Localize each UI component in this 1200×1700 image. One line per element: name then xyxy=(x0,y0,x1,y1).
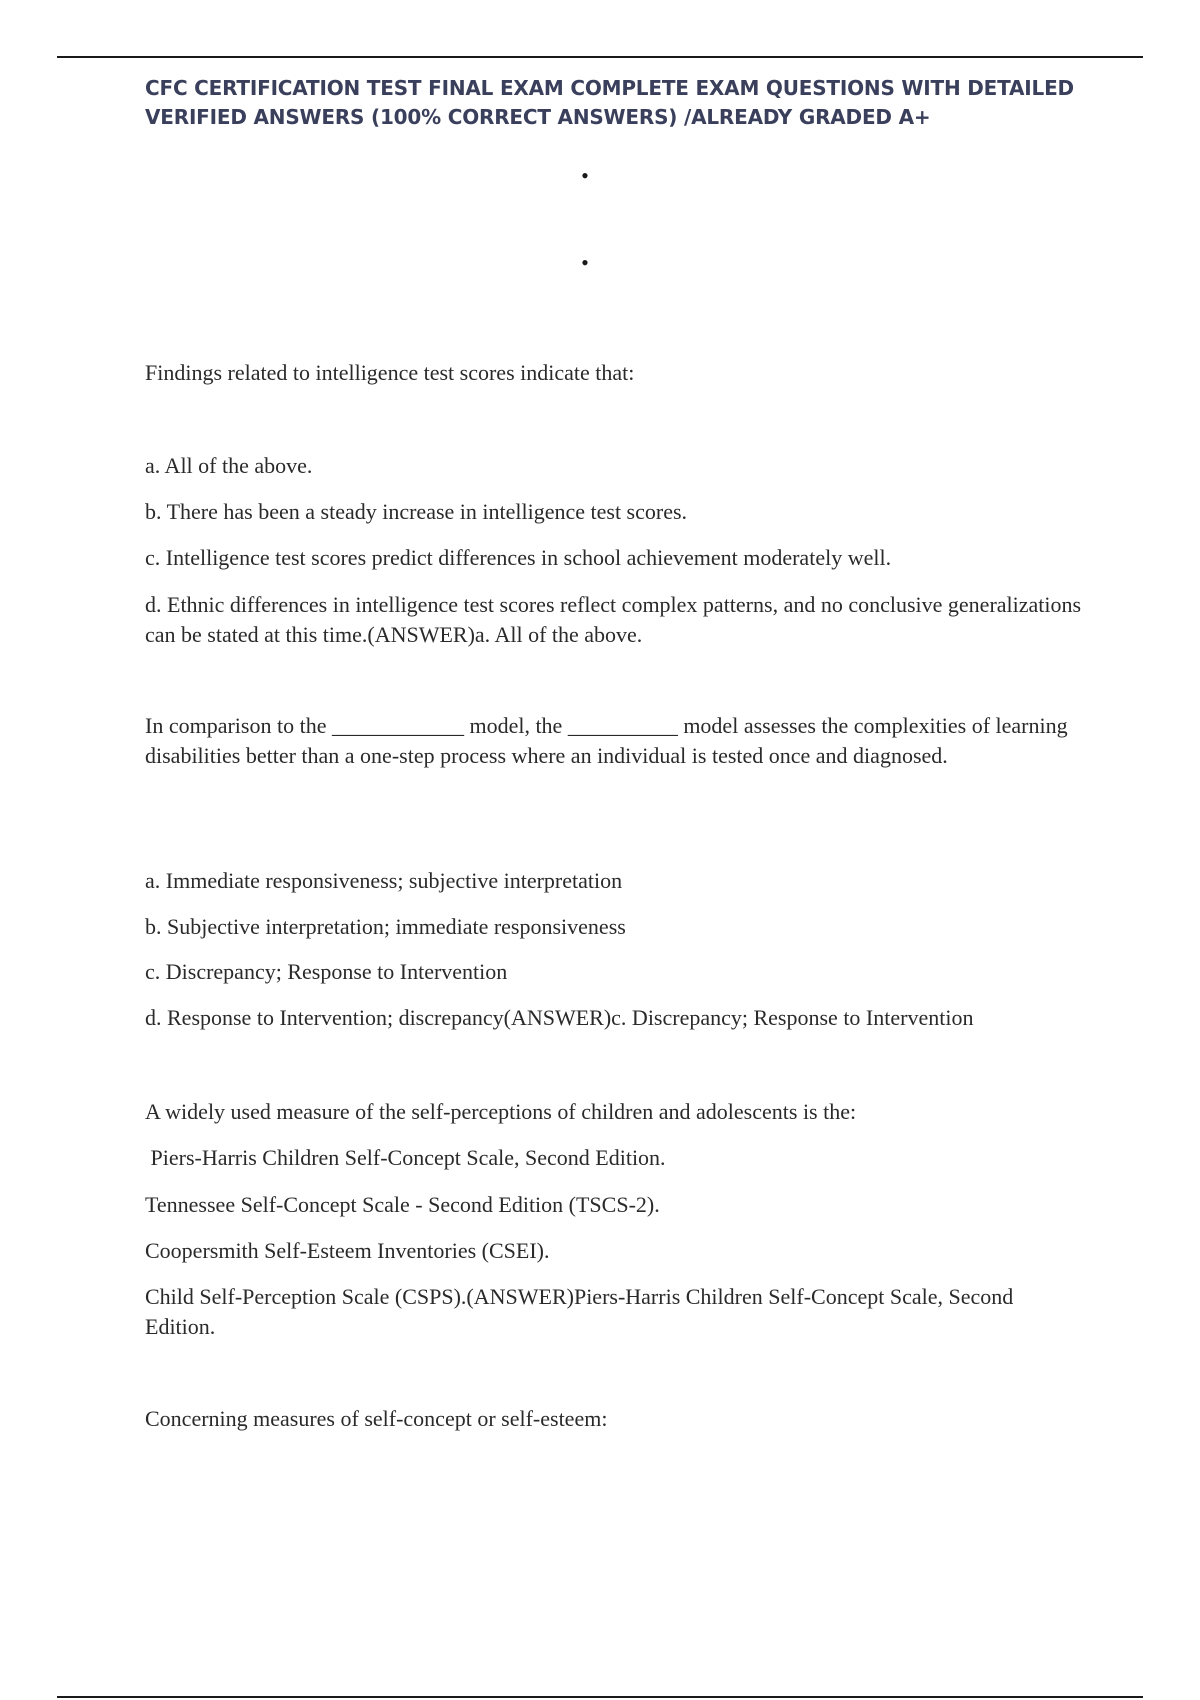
answer-option: Child Self-Perception Scale (CSPS).(ANSWER)Piers-Harris Children Self-Concept Scale, Second Edition. xyxy=(145,1284,1014,1339)
answer-option: a. All of the above. xyxy=(145,453,313,478)
answer-option: b. There has been a steady increase in intelligence test scores. xyxy=(145,499,688,524)
document-title: CFC CERTIFICATION TEST FINAL EXAM COMPLETE EXAM QUESTIONS WITH DETAILED VERIFIED ANSWERS (100% CORRECT ANSWERS) /ALREADY GRADED A+ xyxy=(145,76,1074,129)
answer-option: b. Subjective interpretation; immediate responsiveness xyxy=(145,914,626,939)
question-prompt: In comparison to the ____________ model, the __________ model assesses the complexities of learning disabilities better than a one-step process where an individual is tested once and diagnosed. xyxy=(145,713,1068,768)
bullet-marker: • xyxy=(581,163,589,188)
answer-option: d. Ethnic differences in intelligence test scores reflect complex patterns, and no conclusive generalizations can be stated at this time.(ANSWER)a. All of the above. xyxy=(145,592,1082,647)
answer-option: a. Immediate responsiveness; subjective interpretation xyxy=(145,868,623,893)
question-prompt: Concerning measures of self-concept or self-esteem: xyxy=(145,1406,608,1431)
answer-option: c. Intelligence test scores predict differences in school achievement moderately well. xyxy=(145,545,892,570)
answer-option: d. Response to Intervention; discrepancy(ANSWER)c. Discrepancy; Response to Intervention xyxy=(145,1005,974,1030)
bullet-marker: • xyxy=(581,250,589,275)
question-prompt: A widely used measure of the self-perceptions of children and adolescents is the: xyxy=(145,1099,857,1124)
answer-option: Coopersmith Self-Esteem Inventories (CSEI). xyxy=(145,1238,550,1263)
top-divider xyxy=(57,56,1143,58)
answer-option: Piers-Harris Children Self-Concept Scale, Second Edition. xyxy=(145,1145,666,1170)
question-prompt: Findings related to intelligence test scores indicate that: xyxy=(145,360,635,385)
answer-option: c. Discrepancy; Response to Intervention xyxy=(145,959,508,984)
answer-option: Tennessee Self-Concept Scale - Second Edition (TSCS-2). xyxy=(145,1192,660,1217)
bottom-divider xyxy=(57,1696,1143,1698)
